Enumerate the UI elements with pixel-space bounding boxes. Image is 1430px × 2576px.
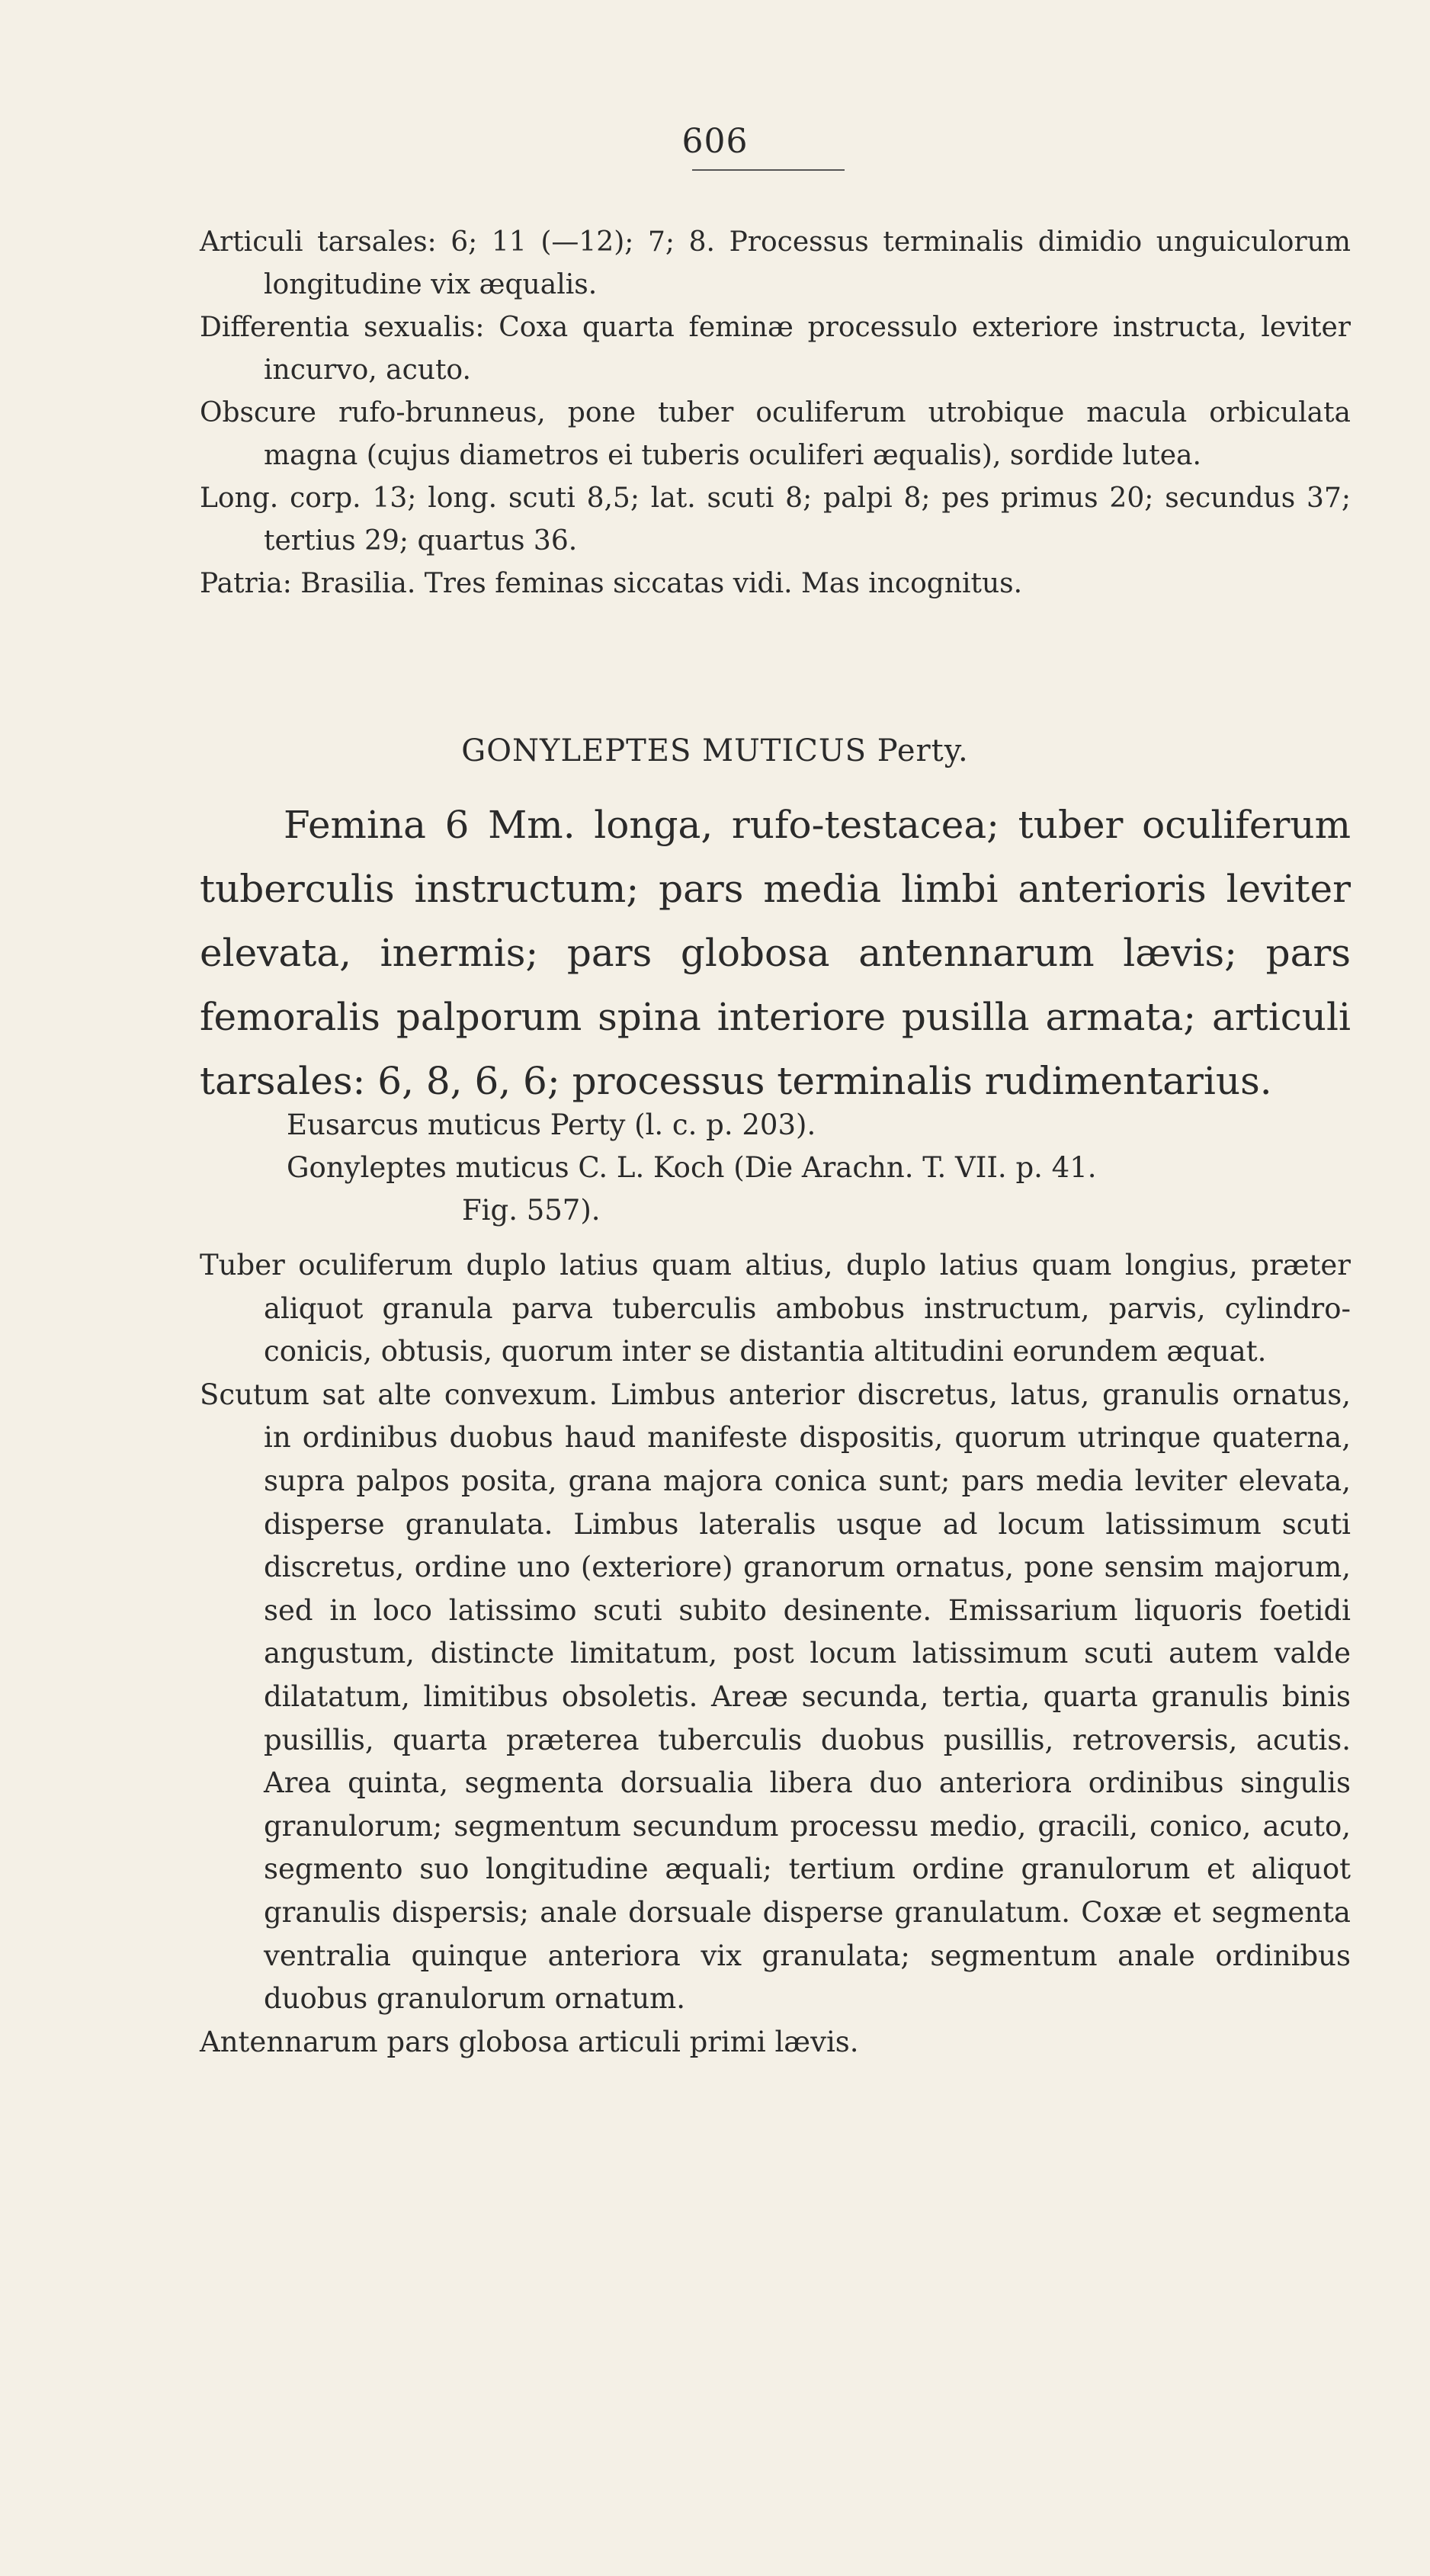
description-paragraph: Scutum sat alte convexum. Limbus anterior discretus, latus, granulis ornatus, in ordinibus duobus haud manifeste dispositis, quorum utrinque quaterna, supra palpos posita, grana majora conica sunt; pars media leviter elevata, disperse granulata. Limbus lateralis usque ad locum latissimum scuti discretus, ordine uno (exteriore) granorum ornatus, pone sensim majorum, sed in loco latissimo scuti subito desinente. Emissarium liquoris foetidi angustum, distincte limitatum, post locum latissimum scuti autem valde dilatatum, limitibus obsoletis. Areæ secunda, tertia, quarta granulis binis pusillis, quarta præterea tuberculis duobus pusillis, retroversis, acutis. Area quinta, segmenta dorsualia libera duo anteriora ordinibus singulis granulorum; segmentum secundum processu medio, gracili, conico, acuto, segmento suo longitudine æquali; tertium ordine granulorum et aliquot granulis dispersis; anale dorsuale disperse granulatum. Coxæ et segmenta ventralia quinque anteriora vix granulata; segmentum anale ordinibus duobus granulorum ornatum. bbox=[200, 1378, 1351, 2016]
intro-paragraph: Articuli tarsales: 6; 11 (—12); 7; 8. Processus terminalis dimidio unguiculorum longitudine vix æqualis. bbox=[200, 226, 1351, 300]
references bbox=[287, 1104, 1354, 1232]
intro-block bbox=[200, 221, 1351, 605]
page-number: 606 bbox=[681, 122, 749, 161]
page-number-rule bbox=[692, 169, 845, 171]
description-block bbox=[200, 1244, 1351, 2064]
intro-paragraph: Patria: Brasilia. Tres feminas siccatas vidi. Mas incognitus. bbox=[200, 568, 1023, 599]
diagnosis-text: Femina 6 Mm. longa, rufo-testacea; tuber oculiferum tuberculis instructum; pars media limbi anterioris leviter elevata, inermis; pars globosa antennarum lævis; pars femoralis palporum spina interiore pusilla armata; articuli tarsales: 6, 8, 6, 6; processus terminalis rudimentarius. bbox=[200, 803, 1351, 1103]
intro-paragraph: Differentia sexualis: Coxa quarta feminæ processulo exteriore instructa, leviter incurvo, acuto. bbox=[200, 312, 1351, 386]
intro-paragraph: Obscure rufo-brunneus, pone tuber oculiferum utrobique macula orbiculata magna (cujus diametros ei tuberis oculiferi æqualis), sordide lutea. bbox=[200, 397, 1351, 471]
reference-continuation: Fig. 557). bbox=[462, 1194, 601, 1227]
intro-paragraph: Long. corp. 13; long. scuti 8,5; lat. scuti 8; palpi 8; pes primus 20; secundus 37; tertius 29; quartus 36. bbox=[200, 483, 1351, 557]
reference-entry: Gonyleptes muticus C. L. Koch (Die Arachn. T. VII. p. 41. bbox=[287, 1151, 1097, 1184]
diagnosis-paragraph bbox=[200, 793, 1351, 1113]
species-title: GONYLEPTES MUTICUS Perty. bbox=[461, 733, 969, 768]
description-paragraph: Antennarum pars globosa articuli primi lævis. bbox=[200, 2025, 859, 2058]
reference-entry: Eusarcus muticus Perty (l. c. p. 203). bbox=[287, 1108, 816, 1141]
description-paragraph: Tuber oculiferum duplo latius quam altius, duplo latius quam longius, præter aliquot granula parva tuberculis ambobus instructum, parvis, cylindro-conicis, obtusis, quorum inter se distantia altitudini eorundem æquat. bbox=[200, 1249, 1351, 1368]
